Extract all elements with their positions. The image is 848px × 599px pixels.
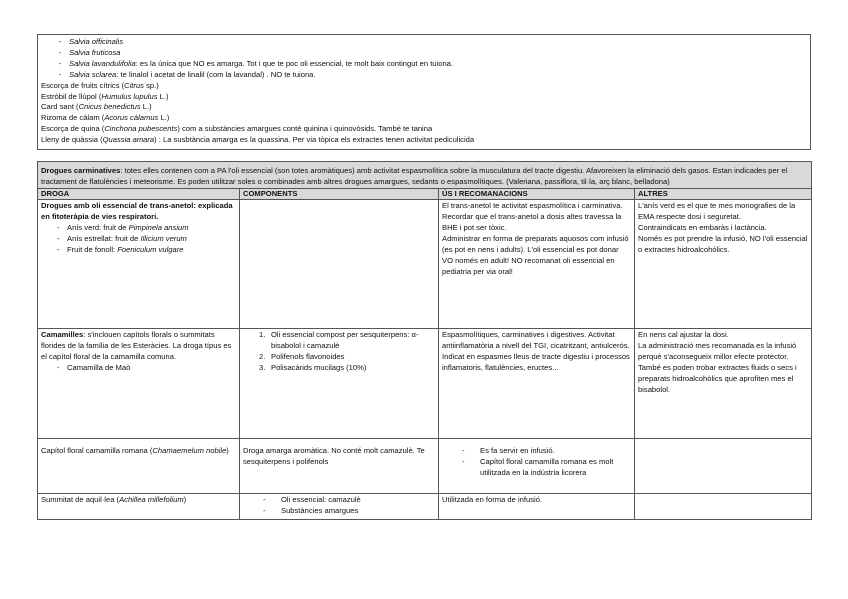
cell-droga: Camamilles: s'inclouen capítols florals o summitats florides de la família de les Esteràcies. La droga típus es el capítol floral de la camamilla comuna. - Camamilla de Maò [38, 329, 240, 439]
list-item: - Anís verd: fruit de Pimpinela ansium [41, 223, 236, 234]
document-page [37, 34, 811, 520]
drug-line-humulus: Estròbil de llúpol (Humulus lupulus L.) [41, 91, 169, 101]
table-header-row [38, 189, 812, 200]
list-item: 3. Polisacàrids mucilags (10%) [259, 363, 367, 373]
cell-droga: Capítol floral camamilla romana (Chamaemelum nobile) [38, 439, 240, 494]
drug-line-cnicus: Card sant (Cnicus benedictus L.) [41, 102, 152, 112]
list-item: - Capítol floral camamilla romana es molt utilitzada en la indústria licorera [442, 457, 631, 479]
cell-droga: Drogues amb oli essencial de trans-anetol: explicada en fitoteràpia de vies respiratori. - Anís verd: fruit de Pimpinela ansium - Anís estrellat: fruit de Illicium verum - Fruit de fonoll: Foeniculum vulgare [38, 200, 240, 329]
drug-line-cinchona: Escorça de quina (Cinchona pubescents) com a substàncies amargues conté quinina i quinovòsids. També te tanina [41, 124, 433, 134]
bitter-drugs-box [37, 34, 811, 150]
list-item: - Camamilla de Maò [41, 363, 236, 374]
table-row [38, 494, 812, 520]
cell-droga: Summitat de aquil·lea (Achillea millefolium) [38, 494, 240, 520]
list-item: - Fruit de fonoll: Foeniculum vulgare [41, 245, 236, 256]
list-item: - Substàncies amargues [243, 506, 435, 517]
list-item: - Salvia officinalis [41, 37, 807, 48]
carminative-drugs-table [37, 161, 812, 520]
drug-line-acorus: Rizoma de càlam (Acorus càlamus L.) [41, 113, 170, 123]
cell-usos: Espasmolítiques, carminatives i digestives. Activitat antiinflamatòria a nivell del TGI, cicatritzant, antiulcerós. Indicat en espasmes lleus de tracte digestiu i processos inflamatoris, flatulències, eructes... [439, 329, 635, 439]
cell-usos: El trans-anetol te activitat espasmolítica i carminativa. Recordar que el trans-anetol a dosis altes travessa la BHE i pot ser tòxic. Administrar en forma de preparats aquosos com infusió (es pot en nens i adults). L'oli essencial es pot donar VO només en adult! NO recomanat oli essencial en pediatria per via oral! [439, 200, 635, 329]
list-item: 2. Polifenols flavonoides [259, 352, 345, 362]
drug-line-citrus: Escorça de fruits cítrics (Citrus sp.) [41, 80, 159, 90]
cell-usos: Utilitzada en forma de infusió. [439, 494, 635, 520]
col-header-altres: ALTRES [635, 189, 812, 200]
section-intro: Drogues carminatives: totes elles contenen com a PA l'oli essencial (son totes aromàtiques) amb activitat espasmolítica sobre la musculatura del tracte digestiu. Afavoreixen la eliminació dels gasos. Estan indicades per el tractament de flatulències i meteorisme. Es poden utilitzar soles o combinades amb altres drogues amargues, sedants o espasmolítiques. (Valeriana, passiflora, til·la, arç blanc, belladona) [38, 162, 812, 189]
cell-components: Droga amarga aromàtica. No conté molt camazulè. Te sesquiterpens i polifenols [240, 439, 439, 494]
cell-components [240, 494, 439, 520]
list-item: - Oli essencial: camazulè [243, 495, 435, 506]
table-row [38, 439, 812, 494]
cell-altres: En nens cal ajustar la dosi. La administració mes recomanada es la infusió perquè s'aconsegueix millor efecte protector. També es poden trobar extractes fluids o secs i preparats hidroalcohòlics que aprofiten mes el bisabolol. [635, 329, 812, 439]
cell-components [240, 329, 439, 439]
table-row [38, 200, 812, 329]
list-item: - Es fa servir en infusió. [442, 446, 631, 457]
list-item: - Salvia lavandulifolia: es la única que NO es amarga. Tot i que te poc oli essencial, te molt baix contingut en tuiona. [41, 59, 807, 70]
list-item: - Salvia fruticosa [41, 48, 807, 59]
list-item: - Anís estrellat: fruit de Illicium verum [41, 234, 236, 245]
col-header-usos: ÚS I RECOMANACIONS [439, 189, 635, 200]
col-header-droga: DROGA [38, 189, 240, 200]
cell-usos [439, 439, 635, 494]
col-header-components: COMPONENTS [240, 189, 439, 200]
cell-components [240, 200, 439, 329]
cell-altres: L'anís verd es el que te mes monografies de la EMA respecte dosi i seguretat. Contraindicats en embaràs i lactància. Només es pot prendre la infusió, NO l'oli essencial o extractes hidroalcohòlics. [635, 200, 812, 329]
drug-line-quassia: Lleny de quàssia (Quassia amara) : La susbtància amarga es la quassina. Per via tòpica els extractes tenen activitat pediculicida [41, 135, 475, 145]
list-item: - Salvia sclarea: te linalol i acetat de linalil (com la lavandal) . NO te tuiona. [41, 70, 807, 81]
cell-altres [635, 439, 812, 494]
cell-altres [635, 494, 812, 520]
table-row [38, 329, 812, 439]
list-item: 1. Oli essencial compost per sesquiterpens: α-bisabolol i camazulè [259, 330, 419, 351]
